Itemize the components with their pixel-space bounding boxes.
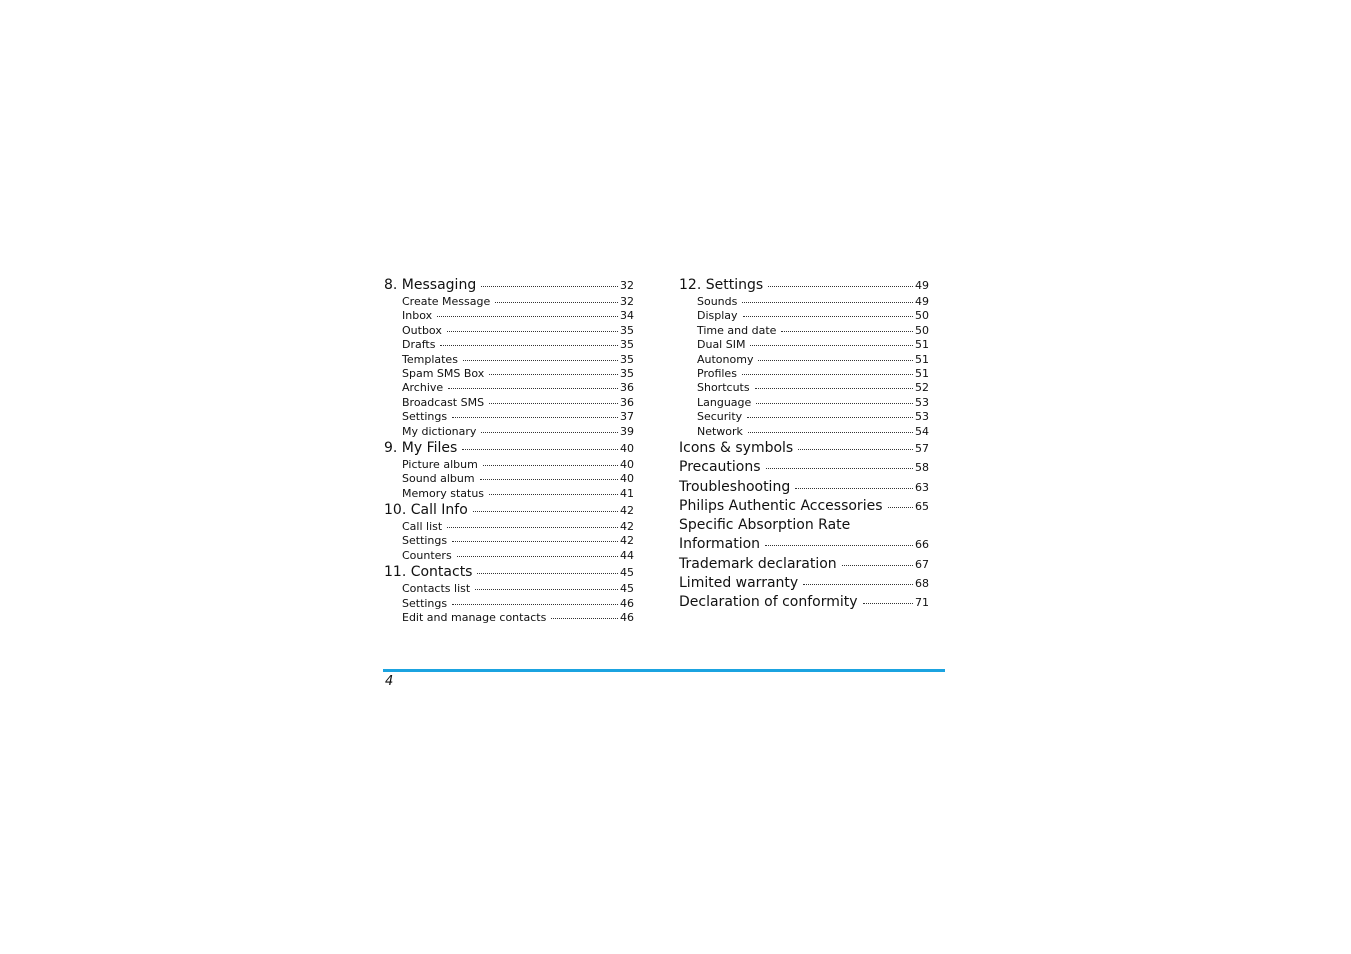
dot-leader [448, 388, 618, 389]
toc-entry-page: 37 [620, 410, 634, 424]
dot-leader [768, 286, 913, 287]
toc-entry-title: Philips Authentic Accessories [679, 497, 883, 514]
dot-leader [842, 565, 913, 566]
toc-entry-page: 39 [620, 424, 634, 438]
toc-entry-outbox[interactable] [384, 324, 634, 338]
toc-entry-page: 50 [915, 323, 929, 337]
toc-entry-page: 68 [915, 576, 929, 590]
toc-entry-counters[interactable] [384, 549, 634, 563]
toc-entry-picture-album[interactable] [384, 458, 634, 472]
toc-entry-title: Edit and manage contacts [402, 611, 547, 625]
dot-leader [765, 545, 913, 546]
toc-column-left [384, 276, 634, 625]
toc-entry-10-call-info[interactable] [384, 501, 634, 520]
dot-leader [452, 604, 618, 605]
dot-leader [447, 527, 618, 528]
toc-entry-title: Archive [402, 381, 444, 395]
toc-entry-sound-album[interactable] [384, 472, 634, 486]
dot-leader [495, 302, 618, 303]
toc-entry-title: Shortcuts [697, 381, 750, 395]
toc-entry-network[interactable] [679, 425, 929, 439]
toc-entry-title: Drafts [402, 338, 436, 352]
toc-entry-trademark-declaration[interactable] [679, 555, 929, 574]
dot-leader [743, 316, 913, 317]
toc-entry-dual-sim[interactable] [679, 338, 929, 352]
toc-entry-sounds[interactable] [679, 295, 929, 309]
toc-entry-11-contacts[interactable] [384, 563, 634, 582]
toc-entry-page: 32 [620, 295, 634, 308]
toc-entry-page: 42 [620, 520, 634, 534]
toc-entry-page: 36 [620, 381, 634, 395]
toc-entry-title: Language [697, 395, 752, 409]
toc-entry-title: Specific Absorption Rate [679, 517, 851, 534]
dot-leader [475, 589, 618, 590]
toc-entry-drafts[interactable] [384, 338, 634, 352]
toc-entry-security[interactable] [679, 410, 929, 424]
toc-entry-title: Inbox [402, 309, 433, 323]
toc-entry-title: Profiles [697, 366, 737, 380]
dot-leader [437, 316, 618, 317]
toc-entry-page: 51 [915, 352, 929, 366]
toc-entry-settings[interactable] [384, 597, 634, 611]
toc-entry-declaration-of-conformity[interactable] [679, 593, 929, 612]
toc-entry-page: 53 [915, 395, 929, 409]
toc-entry-page: 51 [915, 366, 929, 380]
dot-leader [747, 417, 913, 418]
toc-entry-page: 49 [915, 295, 929, 308]
toc-entry-title: Memory status [402, 486, 485, 500]
toc-entry-templates[interactable] [384, 353, 634, 367]
toc-entry-memory-status[interactable] [384, 487, 634, 501]
toc-entry-language[interactable] [679, 396, 929, 410]
toc-entry-page: 54 [915, 424, 929, 438]
toc-entry-specific-absorption-rate[interactable] [679, 516, 929, 535]
dot-leader [551, 618, 618, 619]
dot-leader [452, 541, 618, 542]
toc-entry-title: Counters [402, 548, 452, 562]
footer-rule [383, 669, 945, 672]
dot-leader [798, 449, 913, 450]
dot-leader [457, 556, 618, 557]
toc-entry-page: 34 [620, 309, 634, 323]
toc-entry-display[interactable] [679, 309, 929, 323]
dot-leader [473, 511, 618, 512]
dot-leader [863, 603, 913, 604]
toc-entry-shortcuts[interactable] [679, 381, 929, 395]
toc-entry-settings[interactable] [384, 410, 634, 424]
toc-entry-page: 45 [620, 566, 634, 580]
dot-leader [483, 465, 618, 466]
toc-entry-time-and-date[interactable] [679, 324, 929, 338]
toc-entry-page: 44 [620, 548, 634, 562]
dot-leader [447, 331, 618, 332]
toc-entry-profiles[interactable] [679, 367, 929, 381]
toc-entry-page: 35 [620, 352, 634, 366]
toc-entry-title: Settings [402, 410, 448, 424]
dot-leader [489, 494, 618, 495]
dot-leader [742, 302, 913, 303]
toc-entry-spam-sms-box[interactable] [384, 367, 634, 381]
toc-entry-information[interactable] [679, 535, 929, 554]
toc-entry-title: Dual SIM [697, 338, 746, 352]
toc-entry-title: Sounds [697, 295, 738, 308]
dot-leader [462, 449, 618, 450]
toc-entry-title: Call list [402, 520, 443, 534]
dot-leader [481, 432, 618, 433]
toc-entry-create-message[interactable] [384, 295, 634, 309]
toc-entry-page: 42 [620, 504, 634, 518]
toc-entry-page: 46 [620, 611, 634, 625]
toc-entry-my-dictionary[interactable] [384, 425, 634, 439]
toc-entry-page: 40 [620, 472, 634, 486]
toc-entry-title: 10. Call Info [384, 502, 468, 519]
toc-entry-page: 57 [915, 441, 929, 455]
toc-entry-title: Information [679, 536, 761, 553]
toc-entry-8-messaging[interactable] [384, 276, 634, 295]
dot-leader [766, 468, 913, 469]
toc-entry-page: 71 [915, 596, 929, 610]
toc-entry-philips-authentic-accessories[interactable] [679, 497, 929, 516]
toc-entry-title: Security [697, 410, 743, 424]
dot-leader [480, 479, 618, 480]
toc-entry-title: Precautions [679, 459, 761, 476]
toc-entry-page: 65 [915, 499, 929, 513]
toc-entry-limited-warranty[interactable] [679, 574, 929, 593]
toc-entry-page: 49 [915, 279, 929, 292]
toc-entry-page: 40 [620, 441, 634, 455]
toc-entry-title: Troubleshooting [679, 478, 791, 495]
dot-leader [803, 584, 913, 585]
toc-entry-title: Templates [402, 352, 458, 366]
page-number: 4 [385, 674, 394, 689]
toc-entry-page: 53 [915, 410, 929, 424]
dot-leader [748, 432, 913, 433]
toc-entry-page: 36 [620, 395, 634, 409]
toc-entry-title: Display [697, 309, 738, 323]
toc-entry-precautions[interactable] [679, 458, 929, 477]
toc-entry-title: Trademark declaration [679, 555, 837, 572]
toc-entry-title: Settings [402, 596, 448, 610]
dot-leader [489, 374, 618, 375]
toc-entry-contacts-list[interactable] [384, 582, 634, 596]
toc-entry-page: 35 [620, 338, 634, 352]
toc-entry-9-my-files[interactable] [384, 439, 634, 458]
dot-leader [755, 388, 913, 389]
toc-entry-call-list[interactable] [384, 520, 634, 534]
toc-entry-page: 46 [620, 596, 634, 610]
toc-entry-title: Time and date [697, 323, 777, 337]
dot-leader [750, 345, 913, 346]
toc-entry-page: 58 [915, 461, 929, 475]
toc-entry-title: Broadcast SMS [402, 395, 485, 409]
dot-leader [758, 360, 913, 361]
toc-entry-page: 50 [915, 309, 929, 323]
toc-entry-title: 8. Messaging [384, 277, 477, 293]
dot-leader [756, 403, 913, 404]
toc-entry-settings[interactable] [384, 534, 634, 548]
toc-entry-page: 32 [620, 279, 634, 292]
toc-entry-title: 12. Settings [679, 277, 764, 293]
toc-entry-title: Limited warranty [679, 574, 799, 591]
toc-entry-page: 41 [620, 486, 634, 500]
dot-leader [489, 403, 618, 404]
toc-entry-inbox[interactable] [384, 309, 634, 323]
toc-entry-page: 66 [915, 538, 929, 552]
toc-entry-archive[interactable] [384, 381, 634, 395]
toc-entry-title: Spam SMS Box [402, 366, 485, 380]
toc-entry-title: Picture album [402, 457, 478, 471]
toc-entry-12-settings[interactable] [679, 276, 929, 295]
toc-column-right [679, 276, 929, 613]
toc-entry-autonomy[interactable] [679, 353, 929, 367]
toc-entry-icons-and-symbols[interactable] [679, 439, 929, 458]
toc-entry-page: 45 [620, 582, 634, 596]
toc-entry-edit-and-manage-contacts[interactable] [384, 611, 634, 625]
dot-leader [452, 417, 618, 418]
toc-entry-troubleshooting[interactable] [679, 478, 929, 497]
toc-entry-title: Contacts list [402, 582, 471, 596]
toc-entry-title: 9. My Files [384, 439, 458, 456]
dot-leader [795, 488, 913, 489]
dot-leader [888, 507, 914, 508]
toc-entry-page: 35 [620, 323, 634, 337]
toc-entry-title: Sound album [402, 472, 475, 486]
dot-leader [440, 345, 618, 346]
dot-leader [463, 360, 618, 361]
toc-entry-page: 63 [915, 480, 929, 494]
toc-entry-broadcast-sms[interactable] [384, 396, 634, 410]
dot-leader [781, 331, 913, 332]
toc-entry-page: 40 [620, 457, 634, 471]
toc-entry-page: 42 [620, 534, 634, 548]
toc-entry-title: Autonomy [697, 352, 754, 366]
toc-entry-title: Outbox [402, 323, 442, 337]
toc-entry-title: Declaration of conformity [679, 594, 858, 611]
dot-leader [477, 573, 618, 574]
dot-leader [481, 286, 618, 287]
toc-entry-title: 11. Contacts [384, 564, 473, 581]
toc-entry-page: 52 [915, 381, 929, 395]
toc-entry-page: 35 [620, 366, 634, 380]
toc-entry-page: 51 [915, 338, 929, 352]
toc-entry-title: Create Message [402, 295, 491, 308]
dot-leader [742, 374, 913, 375]
toc-entry-page: 67 [915, 557, 929, 571]
toc-entry-title: My dictionary [402, 424, 477, 438]
toc-entry-title: Network [697, 424, 743, 438]
toc-entry-title: Icons & symbols [679, 439, 794, 456]
toc-entry-title: Settings [402, 534, 448, 548]
